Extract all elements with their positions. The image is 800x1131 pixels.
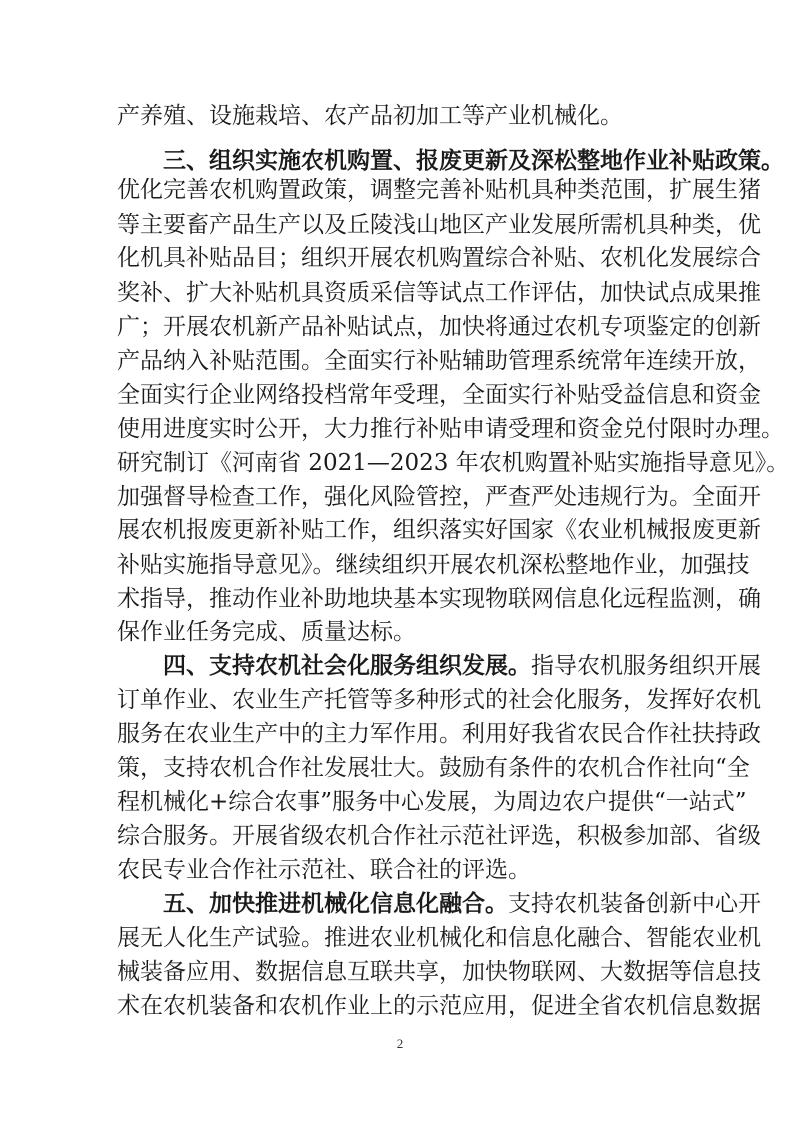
paragraph-line: 广；开展农机新产品补贴试点，加快将通过农机专项鉴定的创新 (117, 314, 761, 340)
paragraph-line: 全面实行企业网络投档常年受理，全面实行补贴受益信息和资金 (117, 382, 761, 408)
paragraph-line: 服务在农业生产中的主力军作用。利用好我省农民合作社扶持政 (117, 721, 761, 747)
paragraph-line: 产养殖、设施栽培、农产品初加工等产业机械化。 (117, 103, 623, 129)
paragraph-line: 化机具补贴品目；组织开展农机购置综合补贴、农机化发展综合 (117, 245, 761, 271)
paragraph-line: 保作业任务完成、质量达标。 (117, 619, 416, 645)
paragraph-line: 程机械化+综合农事”服务中心发展，为周边农户提供“一站式” (117, 789, 747, 815)
section-4-heading: 四、支持农机社会化服务组织发展。 (163, 653, 531, 679)
paragraph-line: 产品纳入补贴范围。全面实行补贴辅助管理系统常年连续开放， (117, 348, 761, 374)
paragraph-line: 等主要畜产品生产以及丘陵浅山地区产业发展所需机具种类，优 (117, 212, 761, 238)
page-number: 2 (396, 1036, 404, 1051)
paragraph-line: 优化完善农机购置政策，调整完善补贴机具种类范围，扩展生猪 (117, 177, 761, 203)
section-5-text: 支持农机装备创新中心开 (508, 891, 761, 917)
section-5-first-line (163, 889, 761, 919)
paragraph-line: 策，支持农机合作社发展壮大。鼓励有条件的农机合作社向“全 (117, 755, 750, 781)
section-4-text: 指导农机服务组织开展 (531, 653, 761, 679)
paragraph-line: 补贴实施指导意见》。继续组织开展农机深松整地作业，加强技 (117, 552, 750, 578)
paragraph-line: 奖补、扩大补贴机具资质采信等试点工作评估，加快试点成果推 (117, 280, 761, 306)
paragraph-line: 农民专业合作社示范社、联合社的评选。 (117, 857, 531, 883)
paragraph-line: 使用进度实时公开，大力推行补贴申请受理和资金兑付限时办理。 (117, 416, 784, 442)
paragraph-line: 综合服务。开展省级农机合作社示范社评选，积极参加部、省级 (117, 823, 761, 849)
section-5-heading: 五、加快推进机械化信息化融合。 (163, 891, 508, 917)
paragraph-line: 研究制订《河南省 2021—2023 年农机购置补贴实施指导意见》。 (117, 450, 790, 476)
paragraph-line: 械装备应用、数据信息互联共享，加快物联网、大数据等信息技 (117, 959, 761, 985)
paragraph-line: 术在农机装备和农机作业上的示范应用，促进全省农机信息数据 (117, 993, 761, 1019)
paragraph-line: 术指导，推动作业补助地块基本实现物联网信息化远程监测，确 (117, 586, 761, 612)
section-4-first-line (163, 651, 761, 681)
paragraph-line: 加强督导检查工作，强化风险管控，严查严处违规行为。全面开 (117, 484, 761, 510)
section-3-heading: 三、组织实施农机购置、报废更新及深松整地作业补贴政策。 (163, 148, 784, 174)
paragraph-line: 订单作业、农业生产托管等多种形式的社会化服务，发挥好农机 (117, 687, 761, 713)
paragraph-line: 展农机报废更新补贴工作，组织落实好国家《农业机械报废更新 (117, 517, 761, 543)
paragraph-line: 展无人化生产试验。推进农业机械化和信息化融合、智能农业机 (117, 925, 761, 951)
